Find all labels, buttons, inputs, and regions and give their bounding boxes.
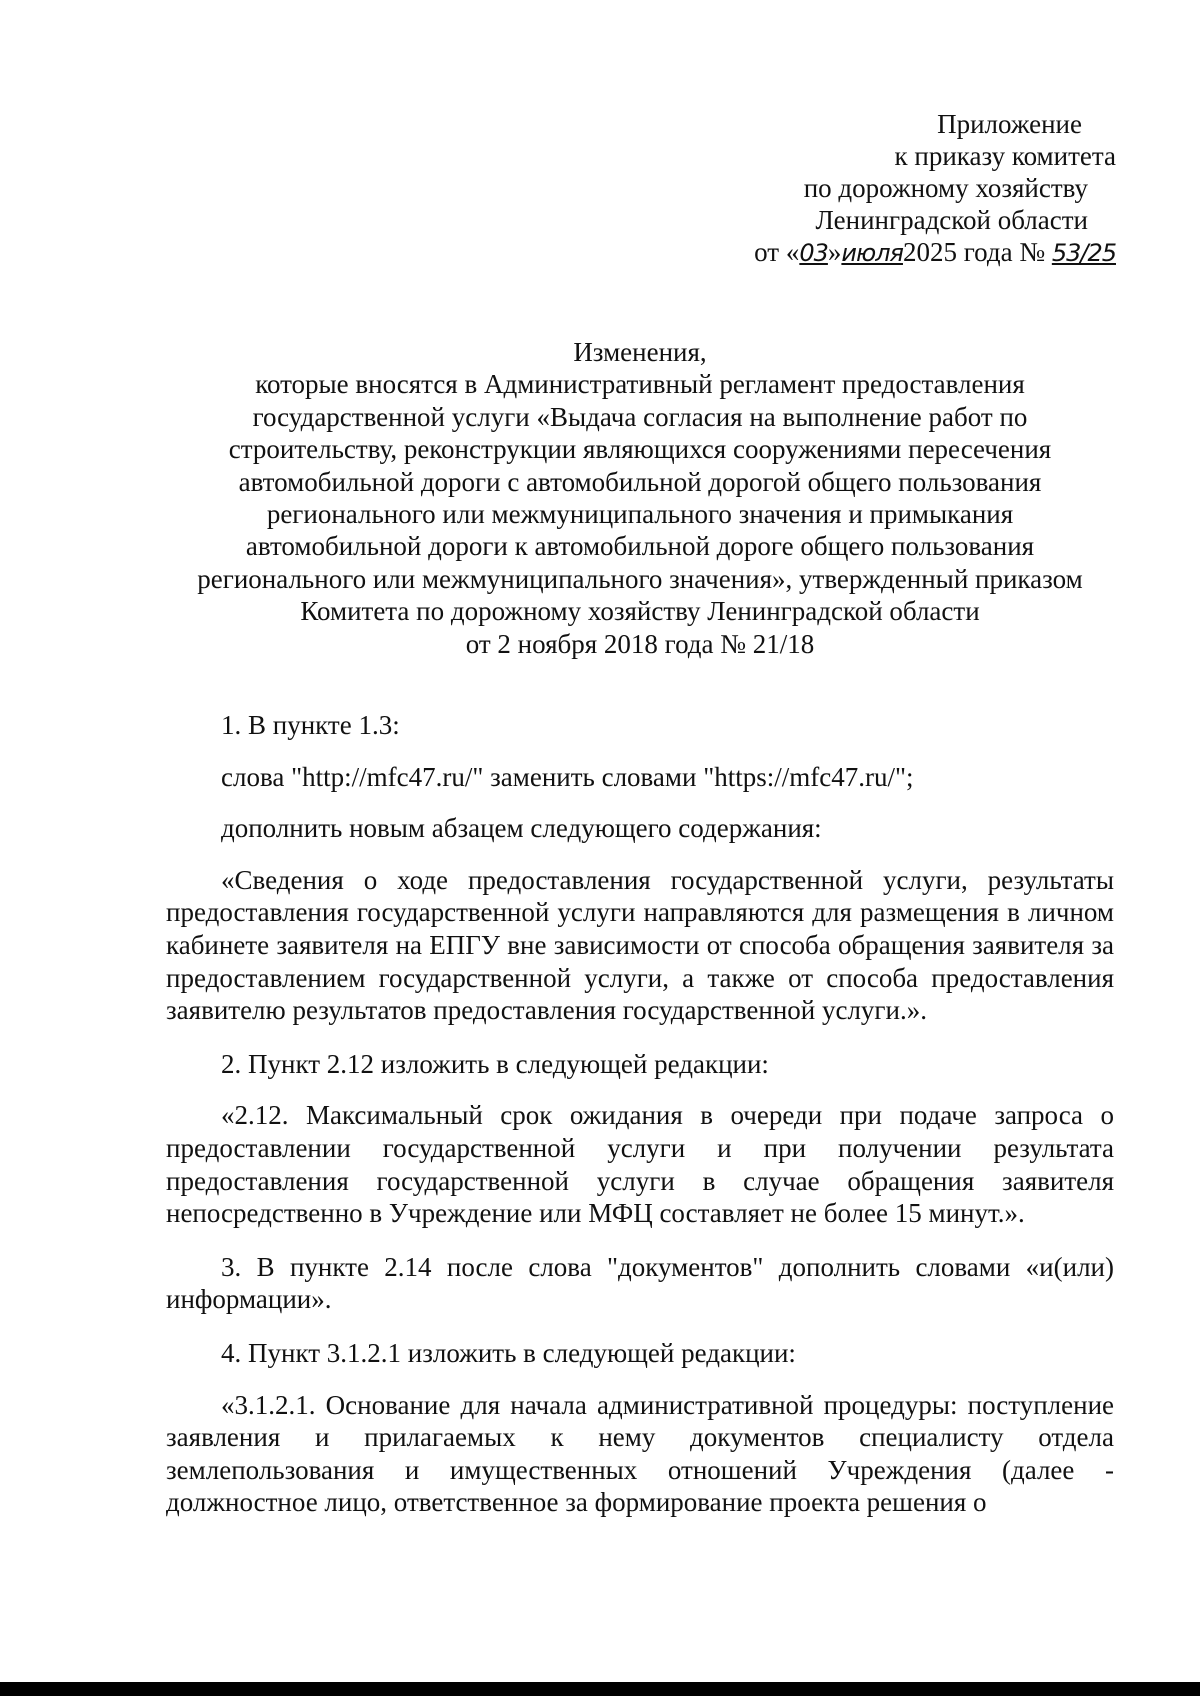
appendix-committee-line: по дорожному хозяйству — [803, 173, 1088, 203]
scan-bottom-edge — [0, 1682, 1200, 1696]
heading-line: регионального или межмуниципального значения», утвержденный приказом — [197, 563, 1083, 594]
date-prefix: от « — [754, 237, 800, 267]
appendix-region-line: Ленинградской области — [815, 205, 1088, 235]
heading-line: от 2 ноября 2018 года № 21/18 — [465, 628, 815, 659]
paragraph: слова "http://mfc47.ru/" заменить словами "https://mfc47.ru/"; — [221, 761, 914, 792]
date-suffix: 2025 года № — [902, 237, 1046, 267]
appendix-date-line — [754, 236, 1116, 269]
appendix-block — [754, 108, 1116, 269]
heading-line: которые вносятся в Административный регламент предоставления — [255, 369, 1025, 400]
paragraph: 3. В пункте 2.14 после слова "документов" дополнить словами «и(или) информации». — [166, 1251, 1114, 1315]
paragraph: дополнить новым абзацем следующего содержания: — [221, 813, 822, 844]
handwritten-day: 03 — [799, 239, 828, 267]
document-body — [166, 709, 1114, 1540]
paragraph: 1. В пункте 1.3: — [221, 710, 400, 740]
date-mid: » — [827, 237, 842, 267]
heading-line: регионального или межмуниципального значения и примыкания — [266, 499, 1014, 530]
paragraph: 4. Пункт 3.1.2.1 изложить в следующей редакции: — [221, 1337, 796, 1368]
appendix-order-line: к приказу комитета — [894, 141, 1116, 171]
heading-line: автомобильной дороги с автомобильной дорогой общего пользования — [238, 466, 1042, 497]
handwritten-month: июля — [841, 239, 903, 267]
paragraph: «Сведения о ходе предоставления государственной услуги, результаты предоставления государственной услуги направляются для размещения в личном кабинете заявителя на ЕПГУ вне зависимости от способа обращения заявителя за предоставлением государственной услуги, а также от способа предоставления заявителю результатов предоставления государственной услуги.». — [166, 864, 1114, 1026]
document-heading — [120, 336, 1160, 660]
paragraph: 2. Пункт 2.12 изложить в следующей редакции: — [221, 1048, 769, 1079]
handwritten-number: 53/25 — [1051, 239, 1116, 267]
heading-line: автомобильной дороги к автомобильной дороге общего пользования — [245, 531, 1035, 562]
paragraph: «2.12. Максимальный срок ожидания в очереди при подаче запроса о предоставлении государственной услуги и при получении результата предоставления государственной услуги в случае обращения заявителя непосредственно в Учреждение или МФЦ составляет не более 15 минут.». — [166, 1100, 1114, 1229]
heading-title: Изменения, — [573, 337, 707, 367]
heading-line: государственной услуги «Выдача согласия на выполнение работ по — [252, 401, 1028, 432]
paragraph: «3.1.2.1. Основание для начала административной процедуры: поступление заявления и прилагаемых к нему документов специалисту отдела землепользования и имущественных отношений Учреждения (далее - должностное лицо, ответственное за формирование проекта решения о — [166, 1389, 1114, 1518]
heading-line: строительству, реконструкции являющихся сооружениями пересечения — [228, 434, 1052, 465]
appendix-title: Приложение — [937, 109, 1082, 139]
heading-line: Комитета по дорожному хозяйству Ленинградской области — [300, 596, 980, 627]
